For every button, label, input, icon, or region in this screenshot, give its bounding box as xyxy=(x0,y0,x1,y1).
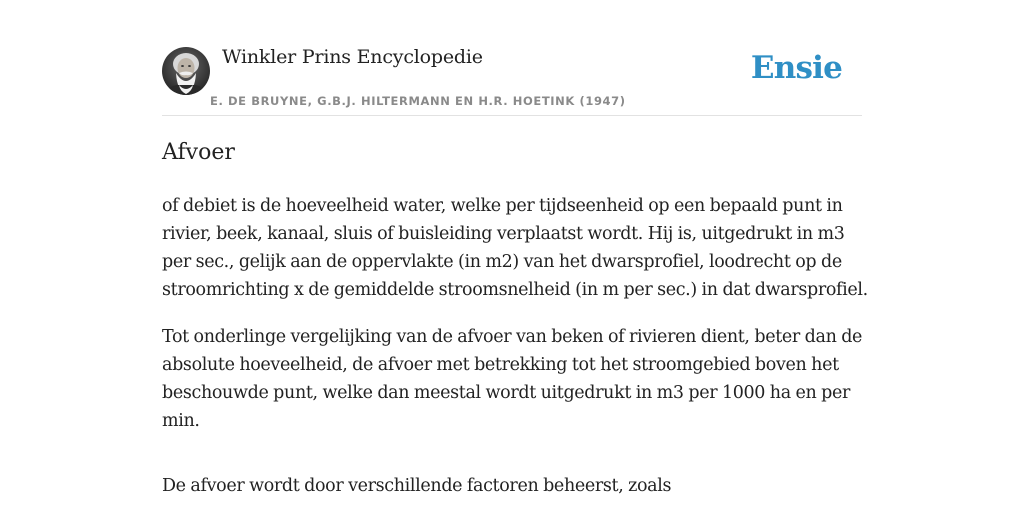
brand-logo[interactable]: Ensie xyxy=(750,50,842,86)
publication-title[interactable]: Winkler Prins Encyclopedie xyxy=(222,46,483,68)
portrait-icon xyxy=(162,47,210,95)
article-body xyxy=(162,192,870,519)
paragraph: De afvoer wordt door verschillende factoren beheerst, zoals xyxy=(162,476,672,496)
author-portrait-avatar[interactable] xyxy=(162,47,210,95)
publication-header xyxy=(162,0,862,116)
paragraph: Tot onderlinge vergelijking van de afvoer van beken of rivieren dient, beter dan de absolute hoeveelheid, de afvoer met betrekking tot het stroomgebied boven het beschouwde punt, welke dan meestal wordt uitgedrukt in m3 per 1000 ha en per min. xyxy=(162,327,863,431)
paragraph: of debiet is de hoeveelheid water, welke per tijdseenheid op een bepaald punt in rivier, beek, kanaal, sluis of buisleiding verplaatst wordt. Hij is, uitgedrukt in m3 per sec., gelijk aan de oppervlakte (in m2) van het dwarsprofiel, loodrecht op de stroomrichting x de gemiddelde stroomsnelheid (in m per sec.) in dat dwarsprofiel. xyxy=(162,196,868,300)
article-title: Afvoer xyxy=(162,140,235,165)
page-container xyxy=(162,0,868,496)
publication-authors: E. DE BRUYNE, G.B.J. HILTERMANN EN H.R. HOETINK (1947) xyxy=(210,94,626,108)
